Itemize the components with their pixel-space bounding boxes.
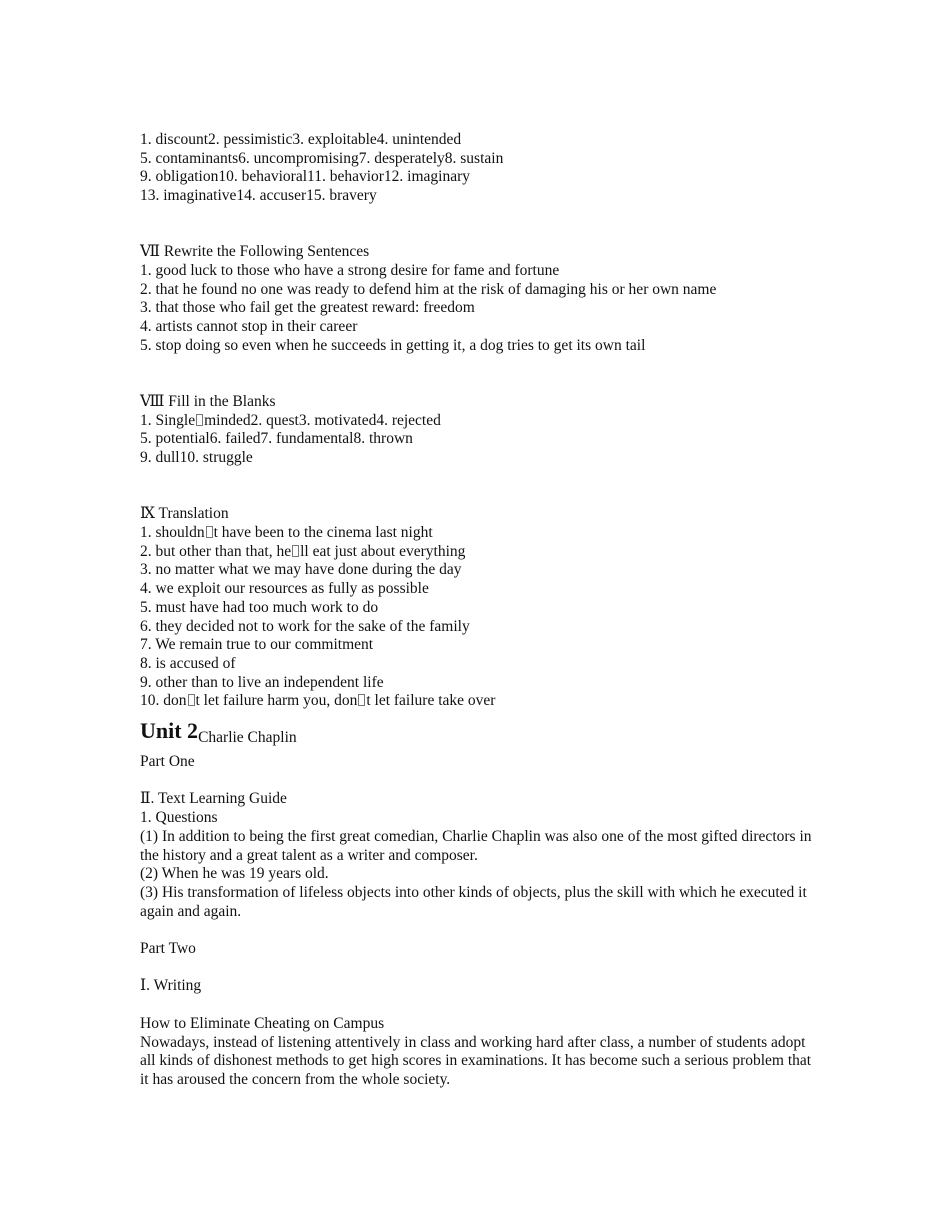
answer-paragraph: (2) When he was 19 years old. (140, 865, 329, 883)
rewrite-heading: Ⅶ Rewrite the Following Sentences (140, 243, 370, 261)
translation-line: 5. must have had too much work to do (140, 598, 379, 616)
translation-text: t let failure harm you, don (195, 692, 358, 710)
vocab-line: 5. contaminants6. uncompromising7. desperately8. sustain (140, 149, 504, 167)
translation-text: t let failure take over (366, 692, 496, 710)
translation-section (140, 505, 820, 711)
translation-text: 1. shouldn (140, 524, 205, 542)
rewrite-line: 5. stop doing so even when he succeeds in getting it, a dog tries to get its own tail (140, 336, 646, 354)
part-label: Part Two (140, 940, 196, 958)
translation-line: 3. no matter what we may have done during the day (140, 561, 462, 579)
translation-text: t have been to the cinema last night (213, 524, 433, 542)
section-heading: Ⅱ. Text Learning Guide (140, 790, 287, 808)
translation-heading: Ⅸ Translation (140, 505, 229, 523)
vocab-line: 13. imaginative14. accuser15. bravery (140, 187, 377, 205)
fill-heading: Ⅷ Fill in the Blanks (140, 393, 276, 411)
vocab-answers (140, 131, 820, 206)
unit-heading (140, 715, 820, 747)
translation-line: 7. We remain true to our commitment (140, 636, 374, 654)
translation-text: ll eat just about everything (300, 542, 466, 560)
document-page (140, 131, 820, 1090)
part-label: Part One (140, 753, 195, 771)
essay-paragraph: Nowadays, instead of listening attentively in class and working hard after class, a number of students adopt all kinds of dishonest methods to get high scores in examinations. It has become such a serious problem that it has aroused the concern from the whole society. (140, 1033, 812, 1088)
fill-line-text: minded2. quest3. motivated4. rejected (204, 411, 441, 429)
translation-text: 2. but other than that, he (140, 542, 292, 560)
translation-line: 4. we exploit our resources as fully as possible (140, 580, 429, 598)
fill-blanks-section (140, 393, 820, 468)
translation-line: 6. they decided not to work for the sake of the family (140, 617, 470, 635)
missing-glyph-icon (188, 694, 195, 706)
part-one-section (140, 753, 820, 921)
vocab-line: 9. obligation10. behavioral11. behavior12. imaginary (140, 168, 471, 186)
questions-label: 1. Questions (140, 809, 218, 827)
missing-glyph-icon (196, 414, 203, 426)
translation-line (140, 692, 820, 711)
missing-glyph-icon (206, 526, 213, 538)
translation-line: 9. other than to live an independent life (140, 673, 384, 691)
section-heading: Ⅰ. Writing (140, 977, 202, 995)
unit-number: Unit 2 (140, 718, 199, 744)
vocab-line: 1. discount2. pessimistic3. exploitable4. unintended (140, 131, 462, 148)
fill-line-text: 1. Single (140, 411, 196, 429)
missing-glyph-icon (292, 545, 299, 557)
rewrite-line: 3. that those who fail get the greatest reward: freedom (140, 299, 475, 317)
rewrite-line: 1. good luck to those who have a strong desire for fame and fortune (140, 262, 560, 280)
fill-line (140, 412, 820, 431)
fill-line: 5. potential6. failed7. fundamental8. thrown (140, 430, 413, 448)
part-two-section (140, 940, 820, 1090)
rewrite-line: 2. that he found no one was ready to defend him at the risk of damaging his or her own name (140, 280, 717, 298)
answer-paragraph: (1) In addition to being the first great comedian, Charlie Chaplin was also one of the most gifted directors in the history and a great talent as a writer and composer. (140, 827, 812, 864)
essay-title: How to Eliminate Cheating on Campus (140, 1014, 385, 1032)
answer-paragraph: (3) His transformation of lifeless objects into other kinds of objects, plus the skill with which he executed it again and again. (140, 883, 807, 920)
missing-glyph-icon (358, 694, 365, 706)
fill-line: 9. dull10. struggle (140, 449, 253, 467)
rewrite-section (140, 243, 820, 355)
translation-text: 10. don (140, 692, 187, 710)
rewrite-line: 4. artists cannot stop in their career (140, 318, 358, 336)
unit-title: Charlie Chaplin (198, 729, 297, 747)
translation-line (140, 524, 820, 543)
translation-line: 8. is accused of (140, 654, 236, 672)
translation-line (140, 543, 820, 562)
